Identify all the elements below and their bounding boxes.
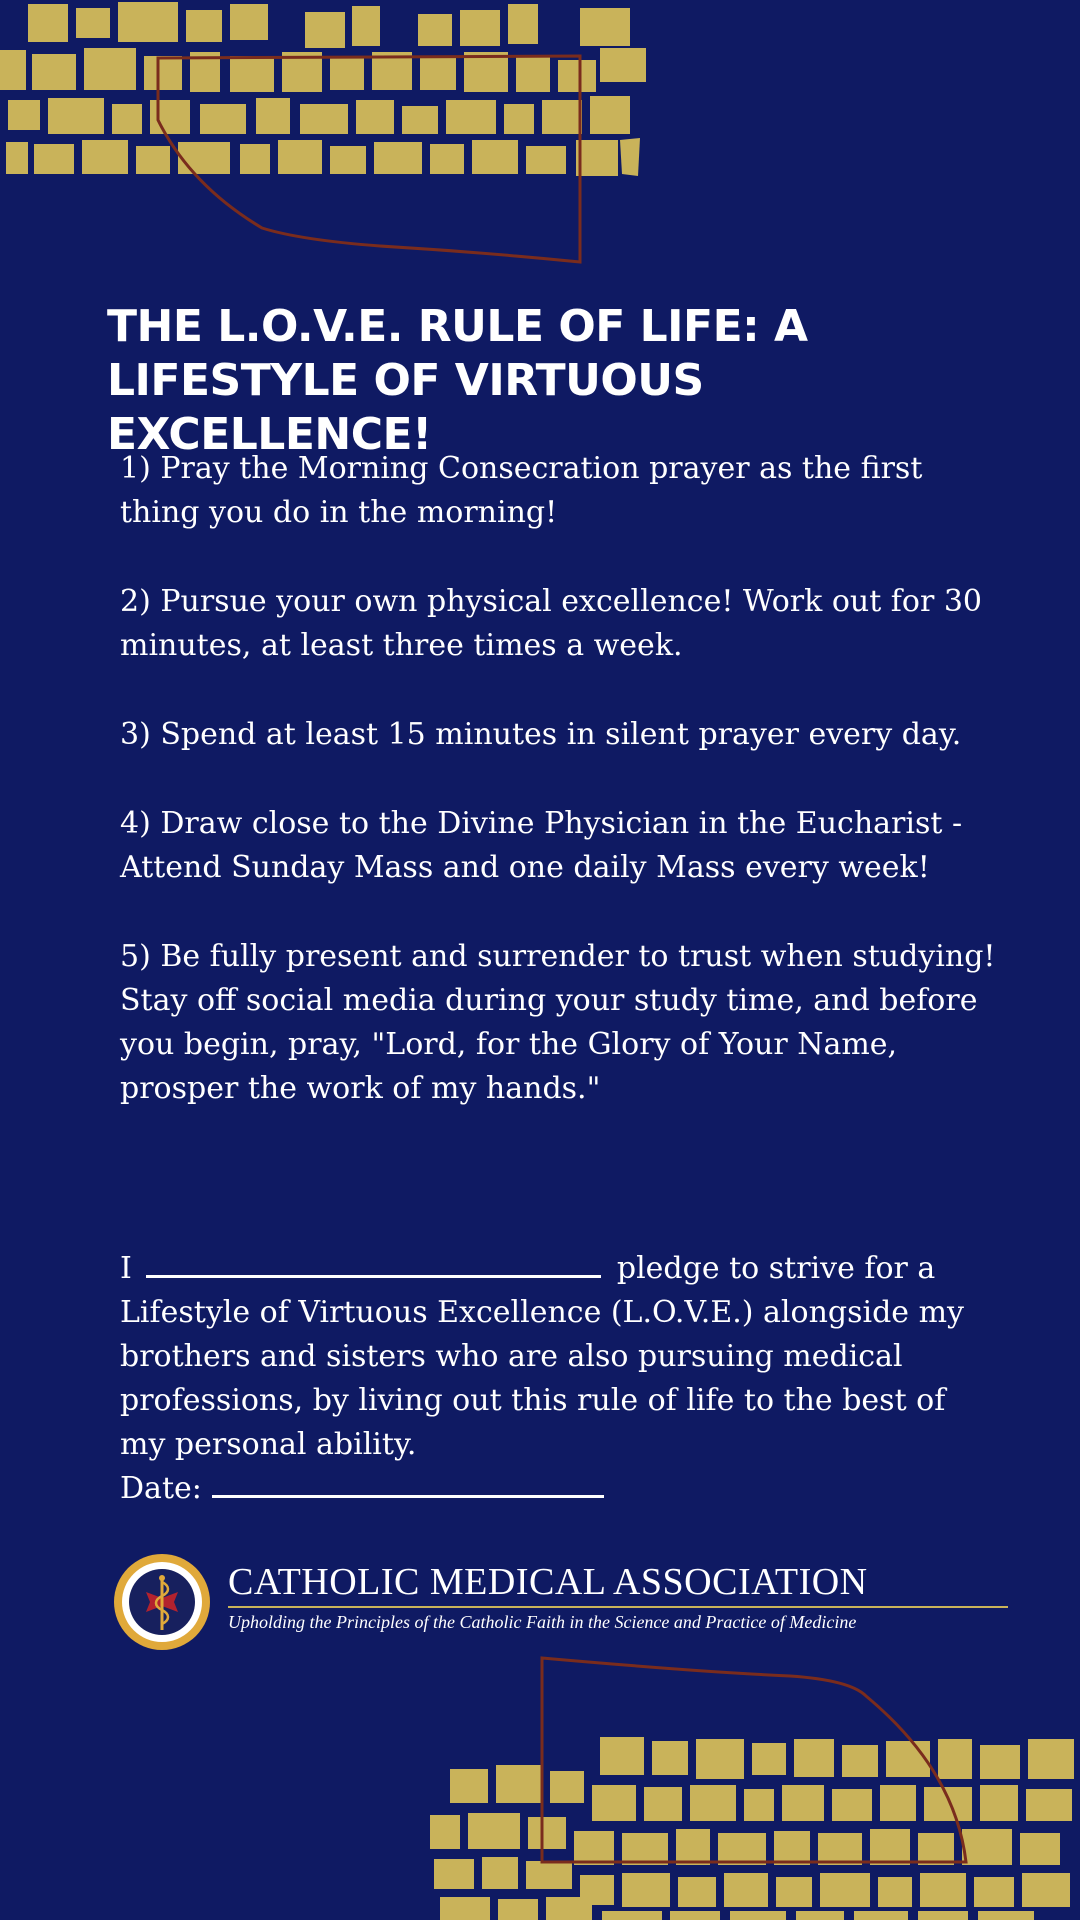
date-blank-line <box>212 1495 604 1498</box>
association-name: CATHOLIC MEDICAL ASSOCIATION <box>228 1561 868 1603</box>
rule-item: 5) Be fully present and surrender to trust when studying! Stay off social media during your study time, and before you begin, pray, "Lord, for the Glory of Your Name, prosper the work of my hands." <box>120 939 996 1106</box>
logo-divider <box>228 1606 1008 1608</box>
rules-list <box>120 447 1000 1156</box>
title-line-1: THE L.O.V.E. RULE OF LIFE: A <box>107 301 808 352</box>
date-label: Date: <box>120 1471 202 1506</box>
name-blank-line <box>146 1275 601 1278</box>
rule-item: 1) Pray the Morning Consecration prayer as the first thing you do in the morning! <box>120 451 923 530</box>
page-title <box>107 300 1007 462</box>
caduceus-seal-icon <box>112 1552 212 1652</box>
rule-item: 2) Pursue your own physical excellence! Work out for 30 minutes, at least three times a week. <box>120 584 983 663</box>
title-line-2: LIFESTYLE OF VIRTUOUS EXCELLENCE! <box>107 355 704 460</box>
pledge-text: pledge to strive for a Lifestyle of Virtuous Excellence (L.O.V.E.) alongside my brothers and sisters who are also pursuing medical professions, by living out this rule of life to the best of my personal ability. <box>120 1251 964 1462</box>
pledge-prefix: I <box>120 1251 132 1286</box>
pledge-statement <box>120 1247 1000 1511</box>
rule-item: 4) Draw close to the Divine Physician in the Eucharist - Attend Sunday Mass and one daily Mass every week! <box>120 806 963 885</box>
association-logo <box>112 1550 1012 1660</box>
association-tagline: Upholding the Principles of the Catholic Faith in the Science and Practice of Medicine <box>228 1612 857 1632</box>
rule-item: 3) Spend at least 15 minutes in silent prayer every day. <box>120 717 962 752</box>
